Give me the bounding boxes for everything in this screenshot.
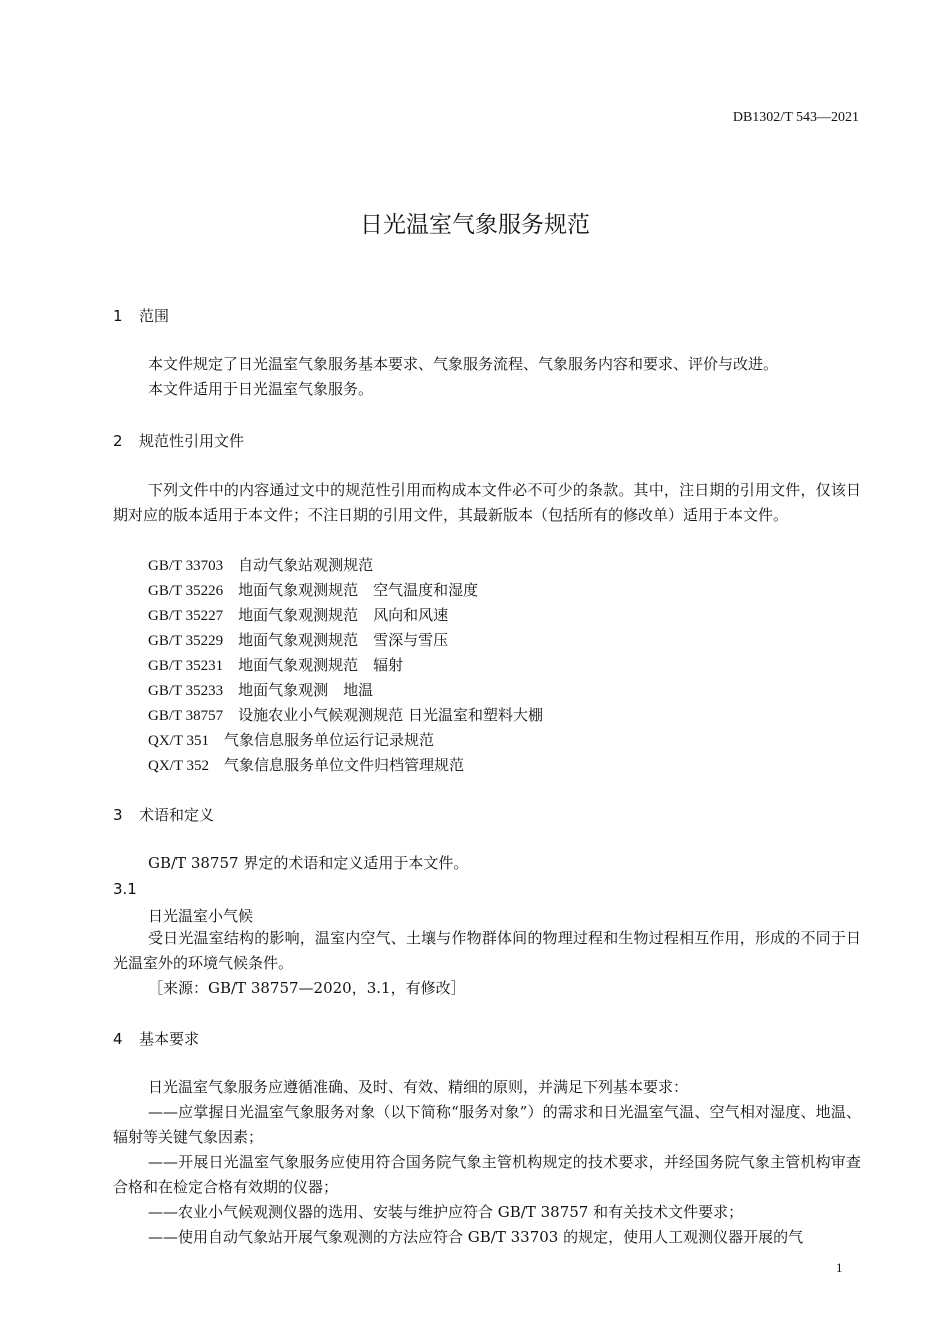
section-title: 基本要求 [139,1030,200,1048]
term-title: 日光温室小气候 [148,907,254,925]
section-3-heading [113,804,214,825]
reference-item: QX/T 351 气象信息服务单位运行记录规范 [148,731,435,749]
term-definition: 受日光温室结构的影响，温室内空气、土壤与作物群体间的物理过程和生物过程相互作用，形成的不同于日光温室外的环境气候条件。 [113,929,861,972]
reference-item: GB/T 35233 地面气象观测 地温 [148,681,374,699]
section-title: 术语和定义 [139,806,215,824]
section-number: 3 [113,806,123,824]
section-4-heading [113,1028,199,1049]
reference-item: GB/T 35227 地面气象观测规范 风向和风速 [148,606,449,624]
list-item: ——开展日光温室气象服务应使用符合国务院气象主管机构规定的技术要求，并经国务院气象主管机构审查合格和在检定合格有效期的仪器； [113,1153,861,1196]
section-number: 1 [113,307,123,325]
paragraph: 日光温室气象服务应遵循准确、及时、有效、精细的原则，并满足下列基本要求： [148,1078,689,1096]
section-2-heading [113,430,244,451]
standard-number: DB1302/T 543—2021 [732,110,859,125]
list-item: ——使用自动气象站开展气象观测的方法应符合 GB/T 33703 的规定，使用人工观测仪器开展的气 [148,1228,804,1246]
list-item: ——应掌握日光温室气象服务对象（以下简称“服务对象”）的需求和日光温室气温、空气相对湿度、地温、辐射等关键气象因素； [113,1103,861,1146]
page-title: 日光温室气象服务规范 [360,212,590,238]
reference-item: GB/T 35231 地面气象观测规范 辐射 [148,656,404,674]
paragraph: 下列文件中的内容通过文中的规范性引用而构成本文件必不可少的条款。其中，注日期的引用文件，仅该日期对应的版本适用于本文件；不注日期的引用文件，其最新版本（包括所有的修改单）适用于本文件。 [113,481,861,524]
page-number: 1 [836,1260,843,1275]
paragraph: 本文件适用于日光温室气象服务。 [148,380,374,398]
paragraph: GB/T 38757 界定的术语和定义适用于本文件。 [148,854,469,872]
section-number: 4 [113,1030,123,1048]
term-source: ［来源：GB/T 38757—2020，3.1，有修改］ [148,979,466,997]
reference-item: GB/T 35229 地面气象观测规范 雪深与雪压 [148,631,449,649]
paragraph: 本文件规定了日光温室气象服务基本要求、气象服务流程、气象服务内容和要求、评价与改进。 [148,355,779,373]
term-number: 3.1 [113,880,137,898]
reference-item: GB/T 33703 自动气象站观测规范 [148,556,374,574]
reference-item: QX/T 352 气象信息服务单位文件归档管理规范 [148,756,465,774]
section-title: 规范性引用文件 [139,432,245,450]
section-number: 2 [113,432,123,450]
reference-item: GB/T 38757 设施农业小气候观测规范 日光温室和塑料大棚 [148,706,543,724]
section-1-heading [113,305,169,326]
reference-item: GB/T 35226 地面气象观测规范 空气温度和湿度 [148,581,479,599]
section-title: 范围 [139,307,170,325]
list-item: ——农业小气候观测仪器的选用、安装与维护应符合 GB/T 38757 和有关技术文件要求； [148,1203,744,1221]
